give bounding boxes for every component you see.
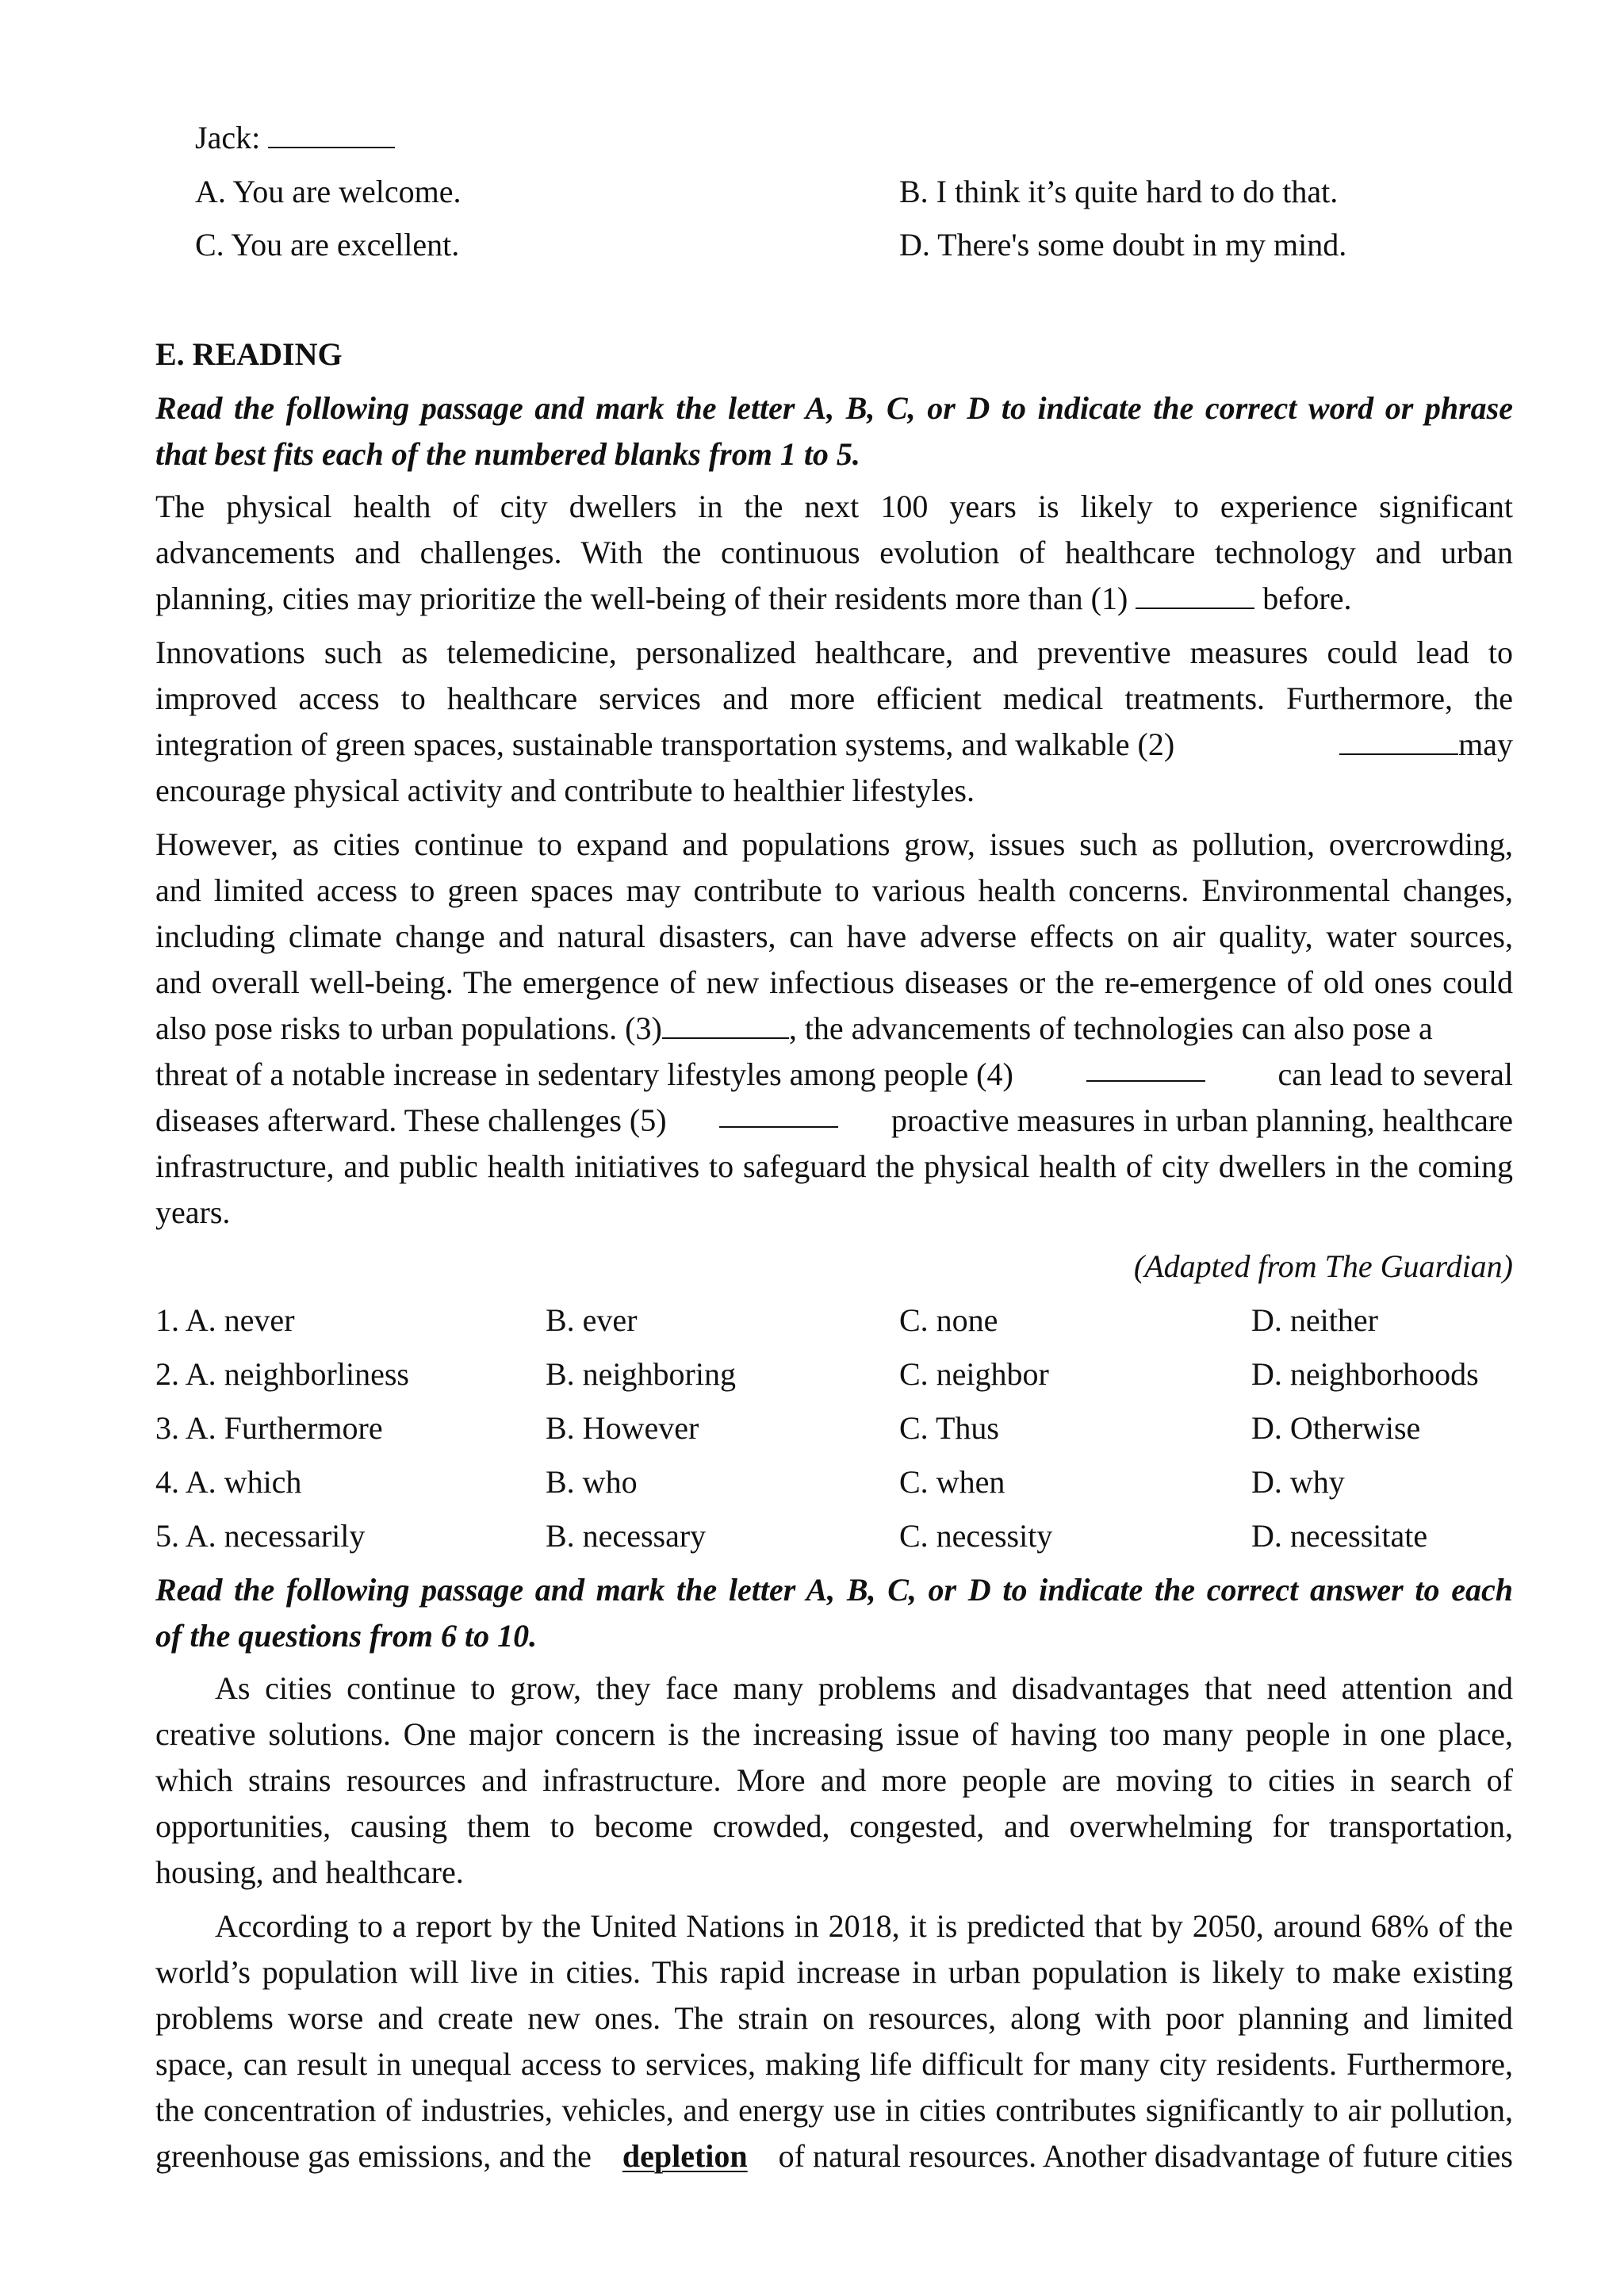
passage1-line bbox=[155, 1006, 1513, 1052]
passage2-line: As cities continue to grow, they face many problems and disadvantages that need attention and bbox=[215, 1670, 1513, 1706]
passage1-text: , the advancements of technologies can also pose a bbox=[788, 1010, 1433, 1046]
blank-3 bbox=[662, 1009, 789, 1039]
question-3-option-a: 3. A. Furthermore bbox=[155, 1410, 383, 1446]
passage2-line: world’s population will live in cities. This rapid increase in urban population is likely to make existing bbox=[155, 1954, 1513, 1990]
passage2-line bbox=[155, 2133, 1513, 2179]
underlined-word: depletion bbox=[622, 2138, 748, 2174]
passage2-line: space, can result in unequal access to services, making life difficult for many city residents. Furthermore, bbox=[155, 2046, 1513, 2082]
blank-5 bbox=[719, 1098, 838, 1128]
passage2-line: According to a report by the United Nations in 2018, it is predicted that by 2050, around 68% of the bbox=[215, 1908, 1513, 1944]
dialogue-option-d: D. There's some doubt in my mind. bbox=[899, 227, 1347, 263]
question-5-option-a: 5. A. necessarily bbox=[155, 1518, 366, 1554]
passage1-text: integration of green spaces, sustainable transportation systems, and walkable (2) bbox=[155, 726, 1175, 762]
passage1-line: encourage physical activity and contribute to healthier lifestyles. bbox=[155, 772, 975, 808]
passage1-line: However, as cities continue to expand and populations grow, issues such as pollution, overcrowding, bbox=[155, 826, 1513, 862]
instruction-2-line-2: of the questions from 6 to 10. bbox=[155, 1618, 538, 1654]
passage1-text: threat of a notable increase in sedentary lifestyles among people (4) bbox=[155, 1056, 1013, 1092]
blank-1 bbox=[1136, 579, 1254, 609]
question-2-option-d: D. neighborhoods bbox=[1251, 1356, 1479, 1392]
question-5-option-d: D. necessitate bbox=[1251, 1518, 1428, 1554]
passage-source: (Adapted from The Guardian) bbox=[1133, 1248, 1513, 1284]
instruction-1-line-2: that best fits each of the numbered blanks from 1 to 5. bbox=[155, 436, 860, 472]
question-4-option-c: C. when bbox=[899, 1464, 1005, 1500]
question-2-option-c: C. neighbor bbox=[899, 1356, 1049, 1392]
question-5-option-c: C. necessity bbox=[899, 1518, 1053, 1554]
question-1-option-c: C. none bbox=[899, 1302, 998, 1338]
passage1-line: improved access to healthcare services and more efficient medical treatments. Furthermore, the bbox=[155, 680, 1513, 716]
question-5-option-b: B. necessary bbox=[546, 1518, 707, 1554]
blank-2 bbox=[1339, 725, 1458, 755]
passage1-line: advancements and challenges. With the continuous evolution of healthcare technology and urban bbox=[155, 535, 1513, 570]
answer-blank bbox=[268, 118, 395, 148]
passage1-text: may bbox=[1458, 726, 1513, 762]
passage1-text: proactive measures in urban planning, healthcare bbox=[891, 1102, 1513, 1138]
question-4-option-d: D. why bbox=[1251, 1464, 1345, 1500]
question-4-option-b: B. who bbox=[546, 1464, 638, 1500]
passage1-text: can lead to several bbox=[1277, 1056, 1513, 1092]
passage1-line bbox=[155, 576, 1513, 622]
speaker-label: Jack: bbox=[195, 120, 261, 155]
question-1-option-d: D. neither bbox=[1251, 1302, 1378, 1338]
passage1-line: and limited access to green spaces may contribute to various health concerns. Environmental changes, bbox=[155, 872, 1513, 908]
passage1-line bbox=[155, 1098, 1513, 1144]
question-1-option-b: B. ever bbox=[546, 1302, 638, 1338]
passage1-line: Innovations such as telemedicine, personalized healthcare, and preventive measures could lead to bbox=[155, 634, 1513, 670]
passage2-line: which strains resources and infrastructure. More and more people are moving to cities in search of bbox=[155, 1762, 1513, 1798]
question-2-option-b: B. neighboring bbox=[546, 1356, 736, 1392]
instruction-2-line-1: Read the following passage and mark the letter A, B, C, or D to indicate the correct answer to each bbox=[155, 1572, 1513, 1608]
passage1-text: also pose risks to urban populations. (3) bbox=[155, 1010, 662, 1046]
instruction-1-line-1: Read the following passage and mark the letter A, B, C, or D to indicate the correct word or phrase bbox=[155, 390, 1513, 426]
passage1-line: and overall well-being. The emergence of new infectious diseases or the re-emergence of old ones could bbox=[155, 964, 1513, 1000]
question-1-option-a: 1. A. never bbox=[155, 1302, 295, 1338]
passage1-text: diseases afterward. These challenges (5) bbox=[155, 1102, 667, 1138]
passage1-text: before. bbox=[1262, 581, 1352, 616]
passage2-line: the concentration of industries, vehicles, and energy use in cities contributes significantly to air pollution, bbox=[155, 2092, 1513, 2128]
dialogue-line bbox=[195, 115, 1553, 161]
passage2-line: opportunities, causing them to become crowded, congested, and overwhelming for transportation, bbox=[155, 1808, 1513, 1844]
passage2-text: greenhouse gas emissions, and the bbox=[155, 2138, 592, 2174]
blank-4 bbox=[1086, 1052, 1205, 1082]
passage1-line: years. bbox=[155, 1194, 231, 1230]
passage1-text: planning, cities may prioritize the well-being of their residents more than (1) bbox=[155, 581, 1128, 616]
dialogue-option-b: B. I think it’s quite hard to do that. bbox=[899, 174, 1339, 209]
passage2-line: housing, and healthcare. bbox=[155, 1854, 464, 1890]
dialogue-option-c: C. You are excellent. bbox=[195, 227, 460, 263]
dialogue-option-a: A. You are welcome. bbox=[195, 174, 462, 209]
question-2-option-a: 2. A. neighborliness bbox=[155, 1356, 409, 1392]
passage1-line: The physical health of city dwellers in the next 100 years is likely to experience significant bbox=[155, 489, 1513, 524]
section-title: E. READING bbox=[155, 336, 343, 372]
question-4-option-a: 4. A. which bbox=[155, 1464, 302, 1500]
passage1-line: including climate change and natural disasters, can have adverse effects on air quality, water sources, bbox=[155, 918, 1513, 954]
question-3-option-c: C. Thus bbox=[899, 1410, 999, 1446]
passage2-line: problems worse and create new ones. The strain on resources, along with poor planning and limited bbox=[155, 2000, 1513, 2036]
passage2-line: creative solutions. One major concern is the increasing issue of having too many people in one place, bbox=[155, 1716, 1513, 1752]
question-3-option-b: B. However bbox=[546, 1410, 699, 1446]
question-3-option-d: D. Otherwise bbox=[1251, 1410, 1421, 1446]
passage1-line bbox=[155, 1052, 1513, 1098]
passage2-text: of natural resources. Another disadvantage of future cities bbox=[778, 2138, 1513, 2174]
passage1-line bbox=[155, 722, 1513, 768]
passage1-line: infrastructure, and public health initiatives to safeguard the physical health of city dwellers in the coming bbox=[155, 1148, 1513, 1184]
